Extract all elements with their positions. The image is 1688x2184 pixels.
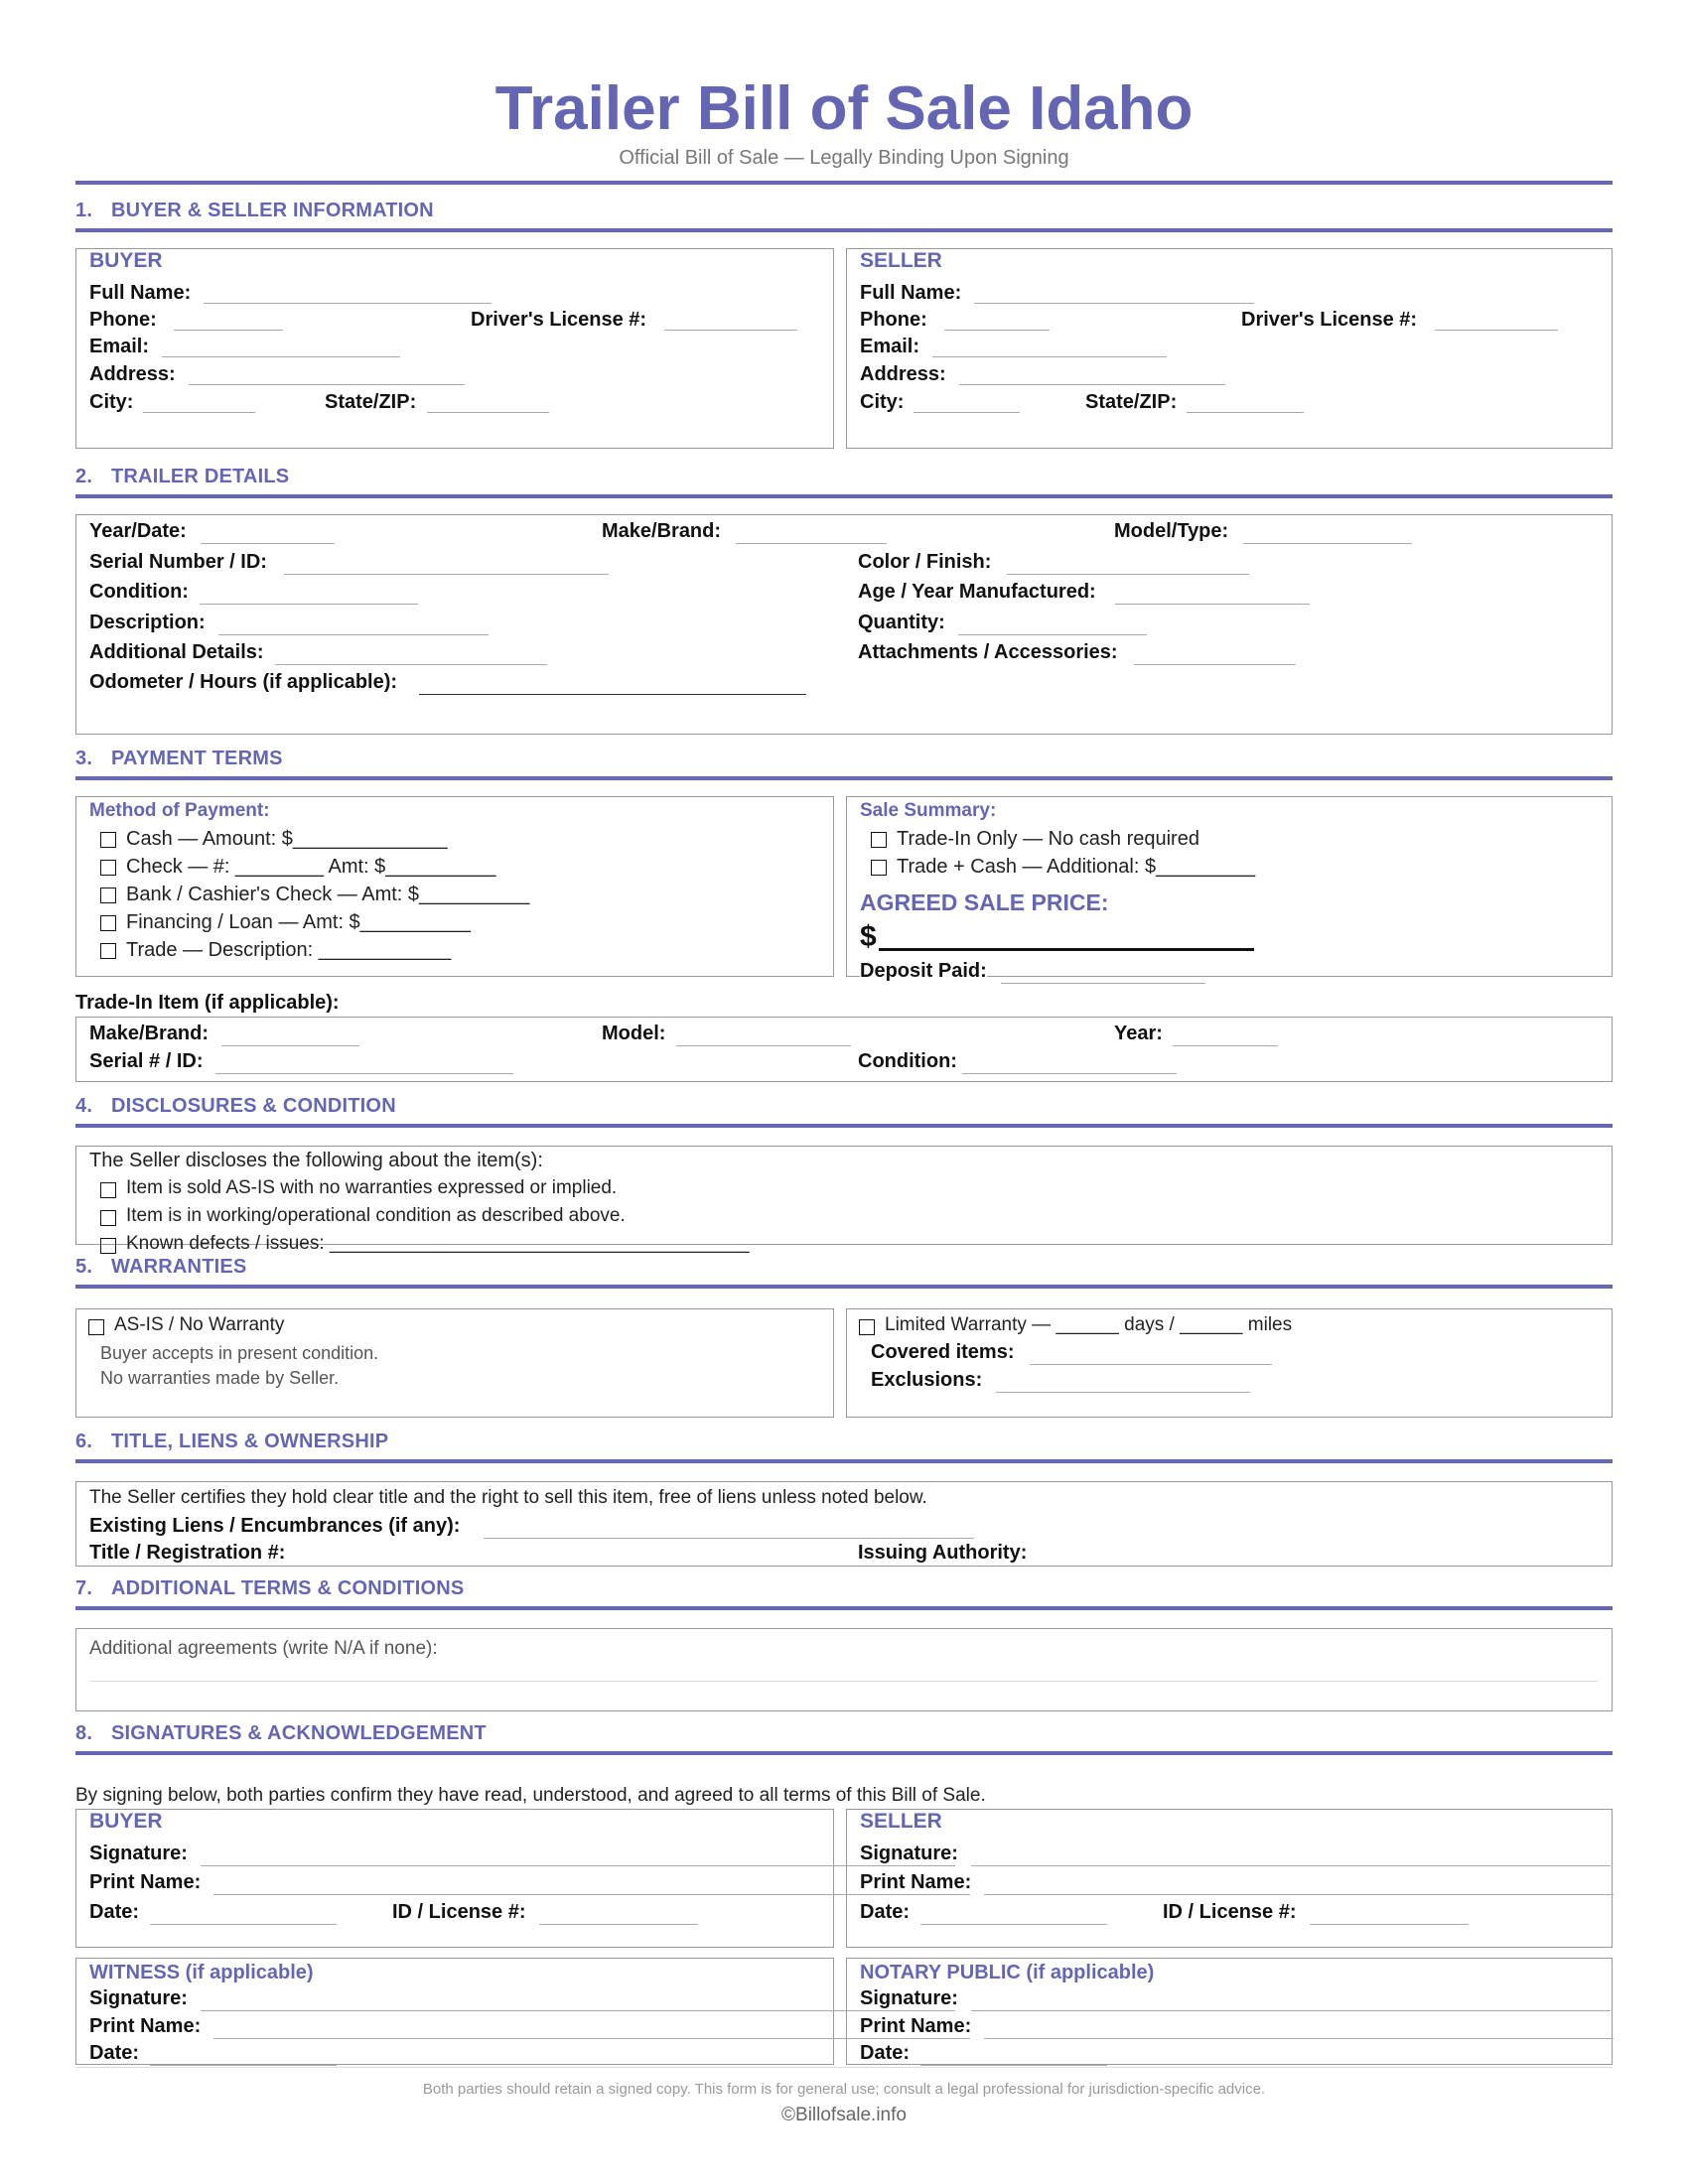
buyer-print-name-label: Print Name: xyxy=(89,1871,202,1893)
cash-checkbox[interactable] xyxy=(100,832,116,848)
seller-signature-box xyxy=(846,1809,1613,1948)
seller-signature-field[interactable] xyxy=(971,1865,1611,1866)
bank-option-label: Bank / Cashier's Check — Amt: $__________ xyxy=(126,884,530,905)
signatures-intro: By signing below, both parties confirm they have read, understood, and agreed to all terms of this Bill of Sale. xyxy=(75,1785,986,1806)
odometer-field[interactable] xyxy=(419,694,806,695)
working-condition-label: Item is in working/operational condition as described above. xyxy=(126,1205,626,1226)
color-finish-field[interactable] xyxy=(1007,574,1249,575)
buyer-signature-label: Signature: xyxy=(89,1843,188,1864)
page-title: Trailer Bill of Sale Idaho xyxy=(494,74,1194,143)
witness-signature-box xyxy=(75,1958,834,2065)
notary-heading: NOTARY PUBLIC (if applicable) xyxy=(860,1962,1155,1983)
section-payment-terms xyxy=(75,747,1613,780)
condition-label: Condition: xyxy=(89,581,189,603)
financing-checkbox[interactable] xyxy=(100,915,116,931)
section-title-liens xyxy=(75,1430,1613,1463)
trade-cash-checkbox[interactable] xyxy=(871,860,887,876)
seller-email-field[interactable] xyxy=(932,356,1167,357)
financing-option-label: Financing / Loan — Amt: $__________ xyxy=(126,911,471,933)
trade-in-condition-field[interactable] xyxy=(962,1073,1177,1074)
trade-in-model-label: Model: xyxy=(602,1023,666,1044)
limited-warranty-label: Limited Warranty — ______ days / ______ miles xyxy=(885,1314,1293,1335)
age-label: Age / Year Manufactured: xyxy=(858,581,1096,603)
payment-method-box xyxy=(75,796,834,977)
seller-email-label: Email: xyxy=(860,336,920,357)
buyer-signature-box xyxy=(75,1809,834,1948)
section-title: 4. DISCLOSURES & CONDITION xyxy=(75,1094,1613,1128)
covered-items-field[interactable] xyxy=(1030,1364,1272,1365)
witness-print-name-label: Print Name: xyxy=(89,2015,202,2037)
buyer-state-zip-field[interactable] xyxy=(427,412,549,413)
section-warranties xyxy=(75,1255,1613,1289)
disclosures-box xyxy=(75,1146,1613,1254)
make-brand-field[interactable] xyxy=(736,543,887,544)
no-warranty-checkbox[interactable] xyxy=(88,1319,104,1335)
witness-heading: WITNESS (if applicable) xyxy=(89,1962,314,1983)
trade-in-heading: Trade-In Item (if applicable): xyxy=(75,992,340,1014)
attachments-field[interactable] xyxy=(1134,664,1296,665)
as-is-label: Item is sold AS-IS with no warranties expressed or implied. xyxy=(126,1177,618,1198)
trailer-details-box xyxy=(75,514,1613,735)
buyer-info-box xyxy=(75,248,834,449)
witness-signature-field[interactable] xyxy=(201,2010,955,2011)
seller-full-name-label: Full Name: xyxy=(860,282,962,304)
trade-in-year-label: Year: xyxy=(1114,1023,1163,1044)
section-title: 5. WARRANTIES xyxy=(75,1255,1613,1289)
additional-details-label: Additional Details: xyxy=(89,641,264,663)
no-warranty-label: AS-IS / No Warranty xyxy=(114,1314,285,1335)
seller-id-license-field[interactable] xyxy=(1310,1924,1469,1925)
seller-print-name-field[interactable] xyxy=(984,1894,1614,1895)
check-option-label: Check — #: ________ Amt: $__________ xyxy=(126,856,496,878)
buyer-heading: BUYER xyxy=(89,249,163,272)
seller-full-name-field[interactable] xyxy=(974,303,1254,304)
section-disclosures xyxy=(75,1094,1613,1128)
buyer-state-zip-label: State/ZIP: xyxy=(325,391,417,413)
make-brand-label: Make/Brand: xyxy=(602,520,722,542)
buyer-full-name-label: Full Name: xyxy=(89,282,192,304)
color-finish-label: Color / Finish: xyxy=(858,551,992,573)
notary-signature-field[interactable] xyxy=(971,2010,1611,2011)
section-signatures xyxy=(75,1721,1613,1755)
section-trailer-details xyxy=(75,465,1613,498)
cash-option-label: Cash — Amount: $______________ xyxy=(126,828,448,850)
buyer-license-label: Driver's License #: xyxy=(471,309,647,331)
trade-in-model-field[interactable] xyxy=(676,1045,851,1046)
buyer-signature-field[interactable] xyxy=(201,1865,955,1866)
title-liens-box xyxy=(75,1481,1613,1567)
quantity-field[interactable] xyxy=(958,634,1147,635)
title-registration-label: Title / Registration #: xyxy=(89,1542,286,1564)
known-defects-checkbox[interactable] xyxy=(100,1238,116,1254)
notary-date-label: Date: xyxy=(860,2042,911,2064)
witness-date-field[interactable] xyxy=(150,2065,337,2066)
known-defects-label: Known defects / issues: ________________________________________ xyxy=(126,1233,750,1254)
as-is-checkbox[interactable] xyxy=(100,1182,116,1198)
trade-only-checkbox[interactable] xyxy=(871,832,887,848)
section-title: 6. TITLE, LIENS & OWNERSHIP xyxy=(75,1430,1613,1463)
seller-date-label: Date: xyxy=(860,1901,911,1923)
model-type-label: Model/Type: xyxy=(1114,520,1229,542)
notary-signature-label: Signature: xyxy=(860,1987,958,2009)
trade-option-label: Trade — Description: ____________ xyxy=(126,939,452,961)
additional-terms-prompt: Additional agreements (write N/A if none): xyxy=(89,1638,438,1659)
age-field[interactable] xyxy=(1115,604,1310,605)
trade-checkbox[interactable] xyxy=(100,943,116,959)
condition-field[interactable] xyxy=(200,604,418,605)
trade-in-make-label: Make/Brand: xyxy=(89,1023,210,1044)
seller-city-label: City: xyxy=(860,391,905,413)
notary-print-name-label: Print Name: xyxy=(860,2015,972,2037)
limited-warranty-box xyxy=(846,1308,1613,1418)
disclosures-intro: The Seller discloses the following about the item(s): xyxy=(89,1150,543,1171)
trade-in-condition-label: Condition: xyxy=(858,1050,957,1072)
buyer-phone-field[interactable] xyxy=(174,330,283,331)
notary-signature-box xyxy=(846,1958,1613,2065)
title-certify-text: The Seller certifies they hold clear title and the right to sell this item, free of liens unless noted below. xyxy=(89,1487,927,1508)
witness-signature-label: Signature: xyxy=(89,1987,188,2009)
existing-liens-field[interactable] xyxy=(484,1538,974,1539)
buyer-city-label: City: xyxy=(89,391,134,413)
seller-phone-label: Phone: xyxy=(860,309,927,331)
section-additional-terms xyxy=(75,1576,1613,1610)
working-condition-checkbox[interactable] xyxy=(100,1210,116,1226)
seller-print-name-label: Print Name: xyxy=(860,1871,972,1893)
trade-in-serial-field[interactable] xyxy=(215,1073,513,1074)
no-warranty-note-1: Buyer accepts in present condition. xyxy=(100,1343,379,1363)
seller-phone-field[interactable] xyxy=(944,330,1050,331)
seller-signature-label: Signature: xyxy=(860,1843,958,1864)
seller-license-field[interactable] xyxy=(1435,330,1558,331)
description-label: Description: xyxy=(89,612,206,633)
notary-print-name-field[interactable] xyxy=(984,2038,1614,2039)
additional-terms-field[interactable] xyxy=(89,1681,1599,1682)
seller-state-zip-label: State/ZIP: xyxy=(1085,391,1178,413)
witness-date-label: Date: xyxy=(89,2042,140,2064)
title-divider xyxy=(75,181,1613,185)
covered-items-label: Covered items: xyxy=(871,1341,1015,1363)
buyer-full-name-field[interactable] xyxy=(204,303,492,304)
buyer-city-field[interactable] xyxy=(143,412,255,413)
seller-info-box xyxy=(846,248,1613,449)
section-title: 8. SIGNATURES & ACKNOWLEDGEMENT xyxy=(75,1721,1613,1755)
buyer-license-field[interactable] xyxy=(664,330,797,331)
buyer-address-label: Address: xyxy=(89,363,176,385)
deposit-paid-label: Deposit Paid: xyxy=(860,960,987,982)
year-date-field[interactable] xyxy=(201,543,335,544)
agreed-price-heading: AGREED SALE PRICE: xyxy=(860,889,1109,915)
model-type-field[interactable] xyxy=(1243,543,1412,544)
payment-method-heading: Method of Payment: xyxy=(89,800,270,821)
deposit-paid-field[interactable] xyxy=(1001,983,1205,984)
bill-of-sale-page xyxy=(75,0,1613,2125)
buyer-date-field[interactable] xyxy=(150,1924,337,1925)
buyer-phone-label: Phone: xyxy=(89,309,157,331)
section-title: 1. BUYER & SELLER INFORMATION xyxy=(75,199,1613,232)
serial-number-label: Serial Number / ID: xyxy=(89,551,267,573)
check-checkbox[interactable] xyxy=(100,860,116,876)
buyer-email-label: Email: xyxy=(89,336,150,357)
section-title: 7. ADDITIONAL TERMS & CONDITIONS xyxy=(75,1576,1613,1610)
seller-signature-heading: SELLER xyxy=(860,1810,942,1833)
buyer-date-label: Date: xyxy=(89,1901,140,1923)
quantity-label: Quantity: xyxy=(858,612,945,633)
buyer-signature-heading: BUYER xyxy=(89,1810,163,1833)
agreed-price-field[interactable] xyxy=(879,948,1254,951)
odometer-label: Odometer / Hours (if applicable): xyxy=(89,671,398,693)
limited-warranty-checkbox[interactable] xyxy=(859,1319,875,1335)
sale-summary-box xyxy=(846,796,1613,982)
trade-in-make-field[interactable] xyxy=(221,1045,359,1046)
page-subtitle: Official Bill of Sale — Legally Binding Upon Signing xyxy=(619,147,1069,169)
trade-only-label: Trade-In Only — No cash required xyxy=(897,828,1199,850)
seller-state-zip-field[interactable] xyxy=(1187,412,1304,413)
buyer-id-license-field[interactable] xyxy=(539,1924,698,1925)
footer-divider xyxy=(75,2067,1613,2068)
attachments-label: Attachments / Accessories: xyxy=(858,641,1118,663)
seller-address-label: Address: xyxy=(860,363,946,385)
buyer-address-field[interactable] xyxy=(189,384,465,385)
seller-city-field[interactable] xyxy=(914,412,1020,413)
footer-note: Both parties should retain a signed copy. This form is for general use; consult a legal professional for jurisdiction-specific advice. xyxy=(422,2081,1266,2098)
seller-heading: SELLER xyxy=(860,249,942,272)
seller-address-field[interactable] xyxy=(959,384,1225,385)
as-is-warranty-box xyxy=(75,1308,834,1418)
trade-in-box xyxy=(75,1017,1613,1082)
seller-id-license-label: ID / License #: xyxy=(1163,1901,1297,1923)
notary-date-field[interactable] xyxy=(920,2065,1107,2066)
trade-in-serial-label: Serial # / ID: xyxy=(89,1050,204,1072)
buyer-id-license-label: ID / License #: xyxy=(392,1901,526,1923)
bank-checkbox[interactable] xyxy=(100,887,116,903)
seller-date-field[interactable] xyxy=(920,1924,1107,1925)
year-date-label: Year/Date: xyxy=(89,520,187,542)
sale-summary-heading: Sale Summary: xyxy=(860,800,997,821)
additional-terms-box xyxy=(75,1628,1613,1711)
no-warranty-note-2: No warranties made by Seller. xyxy=(100,1368,340,1388)
trade-cash-label: Trade + Cash — Additional: $_________ xyxy=(897,856,1256,878)
trade-in-year-field[interactable] xyxy=(1173,1045,1278,1046)
additional-details-field[interactable] xyxy=(275,664,547,665)
section-buyer-seller xyxy=(75,199,1613,232)
section-title: 2. TRAILER DETAILS xyxy=(75,465,1613,498)
section-title: 3. PAYMENT TERMS xyxy=(75,747,1613,780)
serial-number-field[interactable] xyxy=(284,574,609,575)
seller-license-label: Driver's License #: xyxy=(1241,309,1418,331)
issuing-authority-label: Issuing Authority: xyxy=(858,1542,1028,1564)
existing-liens-label: Existing Liens / Encumbrances (if any): xyxy=(89,1515,461,1537)
footer-copyright: ©Billofsale.info xyxy=(781,2105,907,2125)
dollar-sign: $ xyxy=(860,920,877,953)
exclusions-label: Exclusions: xyxy=(871,1369,983,1391)
description-field[interactable] xyxy=(218,634,489,635)
exclusions-field[interactable] xyxy=(996,1392,1250,1393)
buyer-email-field[interactable] xyxy=(162,356,400,357)
